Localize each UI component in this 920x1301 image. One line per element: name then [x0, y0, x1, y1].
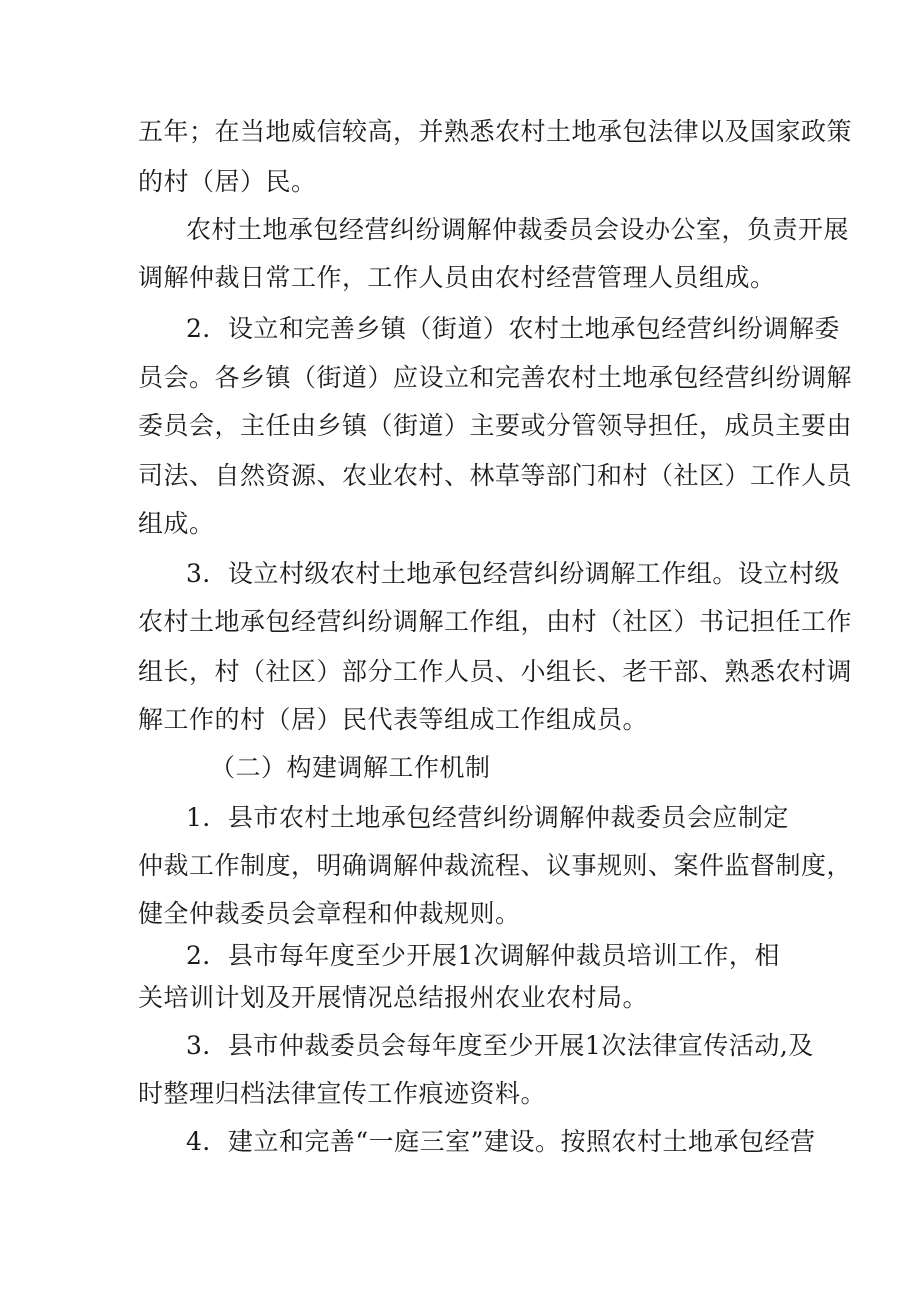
text-line: 组长，村（社区）部分工作人员、小组长、老干部、熟悉农村调 [138, 657, 853, 686]
text-line: 调解仲裁日常工作，工作人员由农村经营管理人员组成。 [138, 263, 776, 292]
text-line: 仲裁工作制度，明确调解仲裁流程、议事规则、案件监督制度， [138, 851, 853, 880]
list-item-3: 3．县市仲裁委员会每年度至少开展1次法律宣传活动,及 [186, 1031, 814, 1060]
list-item-4: 4．建立和完善“一庭三室”建设。按照农村土地承包经营 [186, 1127, 816, 1156]
text-line: 司法、自然资源、农业农村、林草等部门和村（社区）工作人员 [138, 461, 853, 490]
list-item-2: 2．县市每年度至少开展1次调解仲裁员培训工作，相 [186, 941, 780, 970]
text-line: 关培训计划及开展情况总结报州农业农村局。 [138, 983, 649, 1012]
text-line: 时整理归档法律宣传工作痕迹资料。 [138, 1079, 547, 1108]
list-item-1: 1．县市农村土地承包经营纠纷调解仲裁委员会应制定 [186, 803, 789, 832]
text-line: 员会。各乡镇（街道）应设立和完善农村土地承包经营纠纷调解 [138, 363, 853, 392]
paragraph-start: 农村土地承包经营纠纷调解仲裁委员会设办公室，负责开展 [186, 215, 850, 244]
text-line: 的村（居）民。 [138, 167, 317, 196]
text-line: 健全仲裁委员会章程和仲裁规则。 [138, 899, 521, 928]
text-line: 农村土地承包经营纠纷调解工作组，由村（社区）书记担任工作 [138, 607, 853, 636]
list-item-3: 3．设立村级农村土地承包经营纠纷调解工作组。设立村级 [186, 559, 840, 588]
text-line: 五年；在当地威信较高，并熟悉农村土地承包法律以及国家政策 [138, 117, 853, 146]
text-line: 解工作的村（居）民代表等组成工作组成员。 [138, 705, 649, 734]
text-line: 组成。 [138, 509, 215, 538]
section-heading: （二）构建调解工作机制 [210, 753, 491, 782]
list-item-2: 2．设立和完善乡镇（街道）农村土地承包经营纠纷调解委 [186, 314, 840, 343]
text-line: 委员会，主任由乡镇（街道）主要或分管领导担任，成员主要由 [138, 411, 853, 440]
